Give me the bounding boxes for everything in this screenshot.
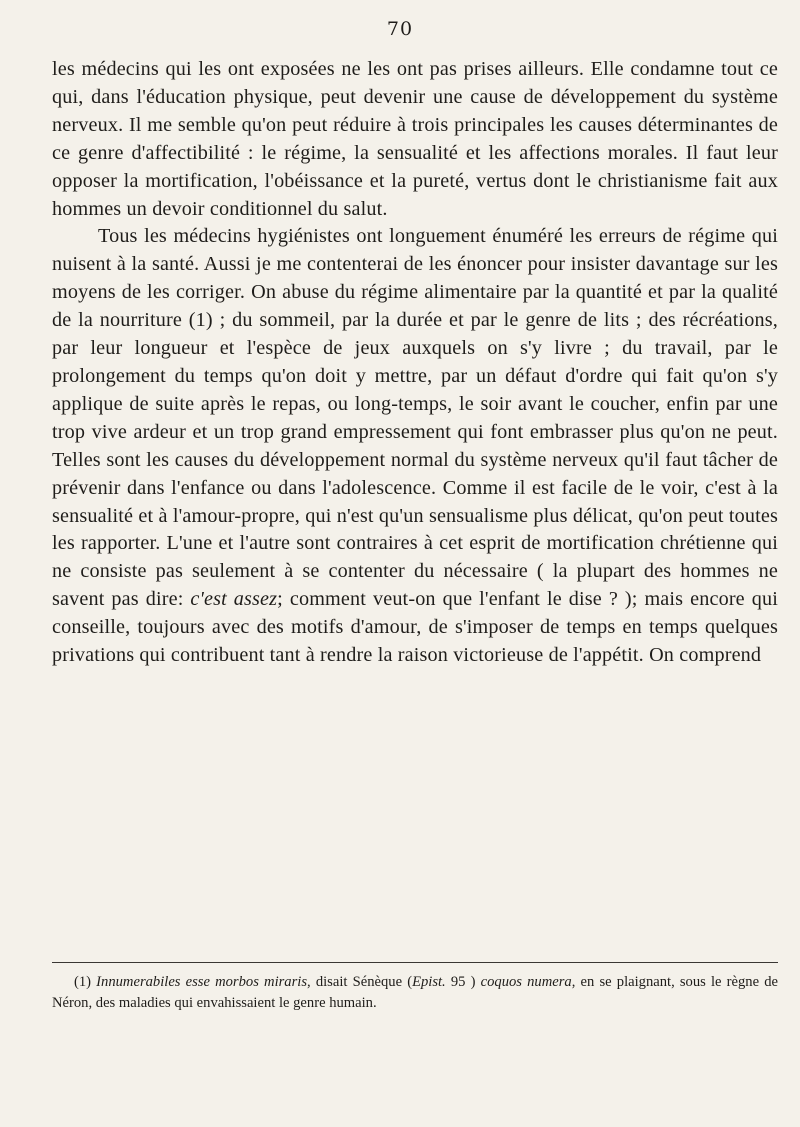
footnote-text-c: , en se plaignant, sous le règne de Néron, des maladies qui envahissaient le genre humain.	[52, 974, 778, 1011]
footnote-text-b: 95 )	[445, 974, 481, 990]
footnote-citation: Epist.	[412, 974, 446, 990]
paragraph-2	[52, 223, 778, 670]
paragraph-2-text-a: Tous les médecins hygiénistes ont longuement énuméré les erreurs de régime qui nuisent à la santé. Aussi je me contenterai de les énoncer pour insister davantage sur les moyens de les corriger. On abuse du régime alimentaire par la quantité et par la qualité de la nourriture (1) ; du sommeil, par la durée et par le genre de lits ; des récréations, par leur longueur et l'espèce de jeux auxquels on s'y livre ; du travail, par le prolongement du temps qu'on doit y mettre, par un défaut d'ordre qui fait qu'on s'y applique de suite après le repas, ou long-temps, le soir avant le coucher, enfin par une trop vive ardeur et un trop grand empressement qui font embrasser plus qu'on ne peut. Telles sont les causes du développement normal du système nerveux qu'il faut tâcher de prévenir dans l'enfance ou dans l'adolescence. Comme il est facile de le voir, c'est à la sensualité et à l'amour-propre, qui n'est qu'un sensualisme plus délicat, qu'on peut toutes les rapporter. L'une et l'autre sont contraires à cet esprit de mortification chrétienne qui ne consiste pas seulement à se contenter du nécessaire ( la plupart des hommes ne savent pas dire:	[52, 225, 778, 611]
paragraph-1-text: les médecins qui les ont exposées ne les ont pas prises ailleurs. Elle condamne tout ce qui, dans l'éducation physique, peut devenir une cause de développement du système nerveux. Il me semble qu'on peut réduire à trois principales les causes déterminantes de ce genre d'affectibilité : le régime, la sensualité et les affections morales. Il faut leur opposer la mortification, l'obéissance et la pureté, vertus dont le christianisme fait aux hommes un devoir conditionnel du salut.	[52, 58, 778, 220]
page-number: 70	[386, 18, 414, 40]
paragraph-2-text-b: ; comment veut-on que l'enfant le dise ? ); mais encore qui conseille, toujours avec des motifs d'amour, de s'imposer de temps en temps quelques privations qui contribuent tant à rendre la raison victorieuse de l'appétit. On comprend	[52, 588, 778, 667]
footnote-text	[52, 972, 778, 1013]
footnote-latin-phrase: coquos numera	[480, 974, 572, 990]
paragraph-2-italic-phrase: c'est assez	[190, 588, 278, 611]
footnote-divider	[52, 962, 778, 963]
footnote-marker: (1)	[74, 974, 97, 990]
footnote-text-a: , disait Sénèque (	[307, 974, 413, 990]
footnote	[52, 972, 778, 1013]
main-text	[52, 56, 778, 670]
footnote-latin-quote: Innumerabiles esse morbos miraris	[96, 974, 308, 990]
paragraph-1	[52, 56, 778, 223]
